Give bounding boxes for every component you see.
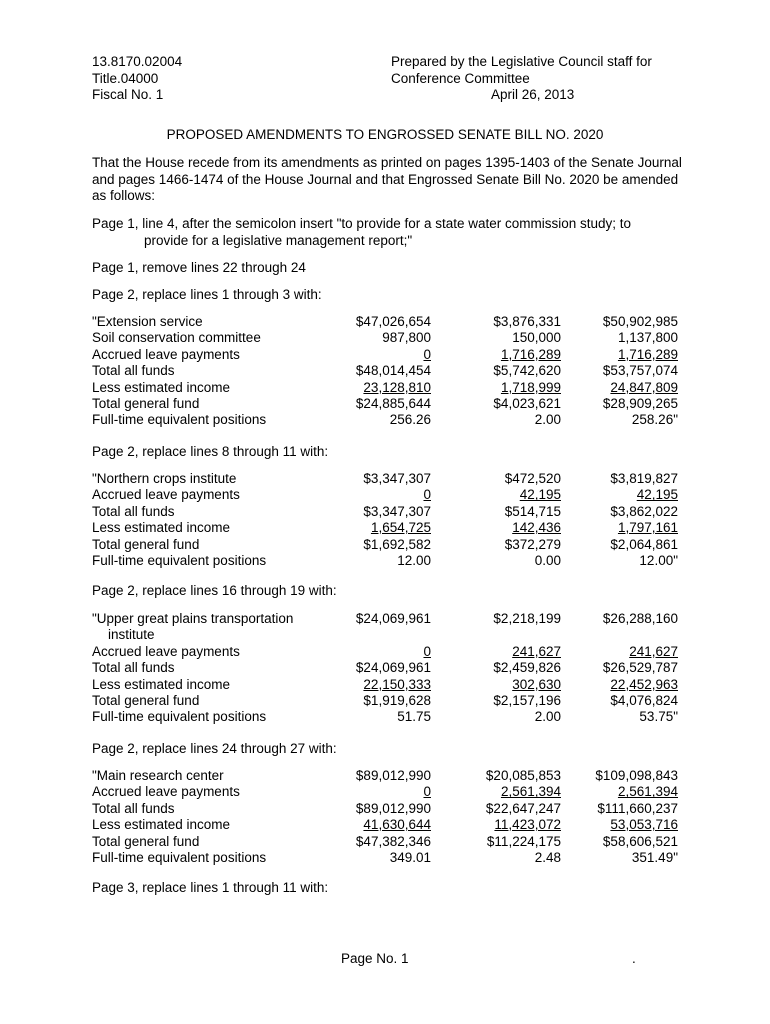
- table-row: [92, 850, 678, 866]
- table-row: [92, 487, 678, 503]
- total-amount: $4,076,824: [610, 693, 678, 709]
- preparer-line: Prepared by the Legislative Council staff for: [391, 54, 652, 69]
- total-amount-cell: [561, 834, 678, 850]
- base-level-amount: $48,014,454: [355, 363, 431, 379]
- total-amount-cell: [561, 784, 678, 800]
- adjustment-amount-cell: [431, 611, 561, 644]
- base-level-amount: 0: [423, 487, 431, 503]
- base-level-amount: $47,382,346: [355, 833, 431, 849]
- line-item-label: "Northern crops institute: [92, 471, 237, 486]
- table-row: [92, 380, 678, 396]
- line-item-label: Total general fund: [92, 536, 200, 552]
- table-row: [92, 768, 678, 784]
- line-item-label: Accrued leave payments: [92, 487, 240, 503]
- total-amount: 1,797,161: [617, 520, 678, 536]
- total-amount: $28,909,265: [602, 396, 678, 412]
- line-item-label-continuation: institute: [108, 627, 155, 643]
- line-item-label: Accrued leave payments: [92, 784, 240, 800]
- total-amount: 22,452,963: [610, 676, 678, 692]
- base-level-amount: 23,128,810: [363, 379, 431, 395]
- total-amount: $26,529,787: [602, 660, 678, 676]
- amendment-remove-lines: Page 1, remove lines 22 through 24: [92, 260, 306, 275]
- line-item-label: "Main research center: [92, 768, 224, 783]
- total-amount-cell: [561, 801, 678, 817]
- total-amount-cell: [561, 504, 678, 520]
- funding-table-transportation-institute: [92, 611, 678, 726]
- base-level-amount-cell: [342, 487, 431, 503]
- total-amount-cell: [561, 314, 678, 330]
- base-level-amount-cell: [342, 611, 431, 644]
- base-level-amount: $24,069,961: [355, 611, 431, 626]
- document-id-block: [92, 54, 182, 104]
- base-level-amount-cell: [342, 784, 431, 800]
- adjustment-amount-cell: [431, 709, 561, 725]
- line-item-label: Total all funds: [92, 800, 175, 816]
- table-row: [92, 817, 678, 833]
- base-level-amount-cell: [342, 693, 431, 709]
- table-row: [92, 784, 678, 800]
- line-item-label: Accrued leave payments: [92, 643, 240, 659]
- adjustment-amount-cell: [431, 768, 561, 784]
- base-level-amount: 256.26: [389, 412, 431, 428]
- adjustment-amount: 302,630: [512, 676, 561, 692]
- adjustment-amount: 2.00: [534, 412, 561, 428]
- total-amount: 12.00": [639, 553, 678, 569]
- intro-paragraph: That the House recede from its amendments as printed on pages 1395-1403 of the Senate Journal and pages 1466-1474 of the House Journal and that Engrossed Senate Bill No. 2020 be amended as follows:: [92, 155, 682, 203]
- adjustment-amount-cell: [431, 520, 561, 536]
- adjustment-amount: $472,520: [504, 471, 561, 486]
- adjustment-amount: 241,627: [512, 643, 561, 659]
- base-level-amount: $89,012,990: [355, 768, 431, 783]
- base-level-amount-cell: [342, 314, 431, 330]
- adjustment-amount: $3,876,331: [493, 314, 561, 329]
- total-amount: $2,064,861: [610, 536, 678, 552]
- adjustment-amount-cell: [431, 850, 561, 866]
- base-level-amount-cell: [342, 537, 431, 553]
- base-level-amount: 987,800: [382, 330, 431, 346]
- total-amount: 2,561,394: [617, 784, 678, 800]
- total-amount: $26,288,160: [602, 611, 678, 626]
- adjustment-amount-cell: [431, 347, 561, 363]
- base-level-amount-cell: [342, 330, 431, 346]
- adjustment-amount-cell: [431, 834, 561, 850]
- funding-table-extension-service: [92, 314, 678, 429]
- total-amount: $3,819,827: [610, 471, 678, 486]
- total-amount: 241,627: [629, 643, 678, 659]
- total-amount-cell: [561, 412, 678, 428]
- base-level-amount-cell: [342, 768, 431, 784]
- line-item-label: Total all funds: [92, 363, 175, 379]
- total-amount-cell: [561, 471, 678, 487]
- base-level-amount: $47,026,654: [355, 314, 431, 329]
- adjustment-amount: $2,459,826: [493, 660, 561, 676]
- total-amount-cell: [561, 347, 678, 363]
- table-row: [92, 709, 678, 725]
- adjustment-amount: $22,647,247: [485, 800, 561, 816]
- base-level-amount-cell: [342, 363, 431, 379]
- adjustment-amount-cell: [431, 660, 561, 676]
- base-level-amount-cell: [342, 850, 431, 866]
- adjustment-amount-cell: [431, 537, 561, 553]
- adjustment-amount: 1,718,999: [500, 379, 561, 395]
- line-item-label: [92, 611, 342, 644]
- table-row: [92, 611, 678, 644]
- amendment-water-study: [92, 216, 682, 249]
- adjustment-amount-cell: [431, 693, 561, 709]
- total-amount: $111,660,237: [597, 800, 678, 816]
- total-amount: $3,862,022: [610, 503, 678, 519]
- base-level-amount: $1,919,628: [363, 693, 431, 709]
- adjustment-amount-cell: [431, 396, 561, 412]
- adjustment-amount: 0.00: [534, 553, 561, 569]
- total-amount-cell: [561, 677, 678, 693]
- preparer-block: [391, 54, 652, 104]
- base-level-amount-cell: [342, 520, 431, 536]
- adjustment-amount-cell: [431, 380, 561, 396]
- adjustment-amount: $2,218,199: [493, 611, 561, 626]
- base-level-amount: 41,630,644: [363, 817, 431, 833]
- table-row: [92, 834, 678, 850]
- base-level-amount-cell: [342, 660, 431, 676]
- total-amount: 42,195: [636, 487, 678, 503]
- section-heading: Page 2, replace lines 1 through 3 with:: [92, 287, 322, 302]
- funding-table-main-research-center: [92, 768, 678, 866]
- bill-version-number: 13.8170.02004: [92, 54, 183, 69]
- table-row: [92, 801, 678, 817]
- adjustment-amount: 11,423,072: [494, 817, 561, 833]
- total-amount-cell: [561, 644, 678, 660]
- base-level-amount-cell: [342, 412, 431, 428]
- table-row: [92, 314, 678, 330]
- line-item-label: "Extension service: [92, 314, 203, 329]
- committee-line: Conference Committee: [391, 70, 530, 86]
- adjustment-amount-cell: [431, 363, 561, 379]
- table-row: [92, 644, 678, 660]
- total-amount-cell: [561, 709, 678, 725]
- base-level-amount-cell: [342, 347, 431, 363]
- total-amount-cell: [561, 363, 678, 379]
- base-level-amount-cell: [342, 677, 431, 693]
- base-level-amount: $1,692,582: [363, 536, 431, 552]
- base-level-amount: 51.75: [397, 709, 431, 725]
- table-row: [92, 347, 678, 363]
- base-level-amount: 0: [423, 643, 431, 659]
- base-level-amount-cell: [342, 801, 431, 817]
- footer-dot: .: [632, 951, 636, 966]
- total-amount: $58,606,521: [602, 833, 678, 849]
- adjustment-amount: $11,224,175: [486, 833, 561, 849]
- total-amount-cell: [561, 520, 678, 536]
- table-row: [92, 412, 678, 428]
- adjustment-amount: 1,716,289: [500, 346, 561, 362]
- line-item-label: Full-time equivalent positions: [92, 412, 267, 428]
- line-item-label: Less estimated income: [92, 676, 231, 692]
- total-amount: 24,847,809: [610, 379, 678, 395]
- total-amount: 53.75": [639, 709, 678, 725]
- total-amount: $53,757,074: [602, 363, 678, 379]
- total-amount-cell: [561, 380, 678, 396]
- total-amount: 53,053,716: [610, 817, 678, 833]
- base-level-amount-cell: [342, 504, 431, 520]
- base-level-amount: $89,012,990: [355, 800, 431, 816]
- base-level-amount-cell: [342, 396, 431, 412]
- adjustment-amount-cell: [431, 487, 561, 503]
- adjustment-amount: 150,000: [512, 330, 561, 346]
- line-item-label: Total all funds: [92, 660, 175, 676]
- base-level-amount: 349.01: [389, 850, 431, 866]
- adjustment-amount: $2,157,196: [493, 693, 561, 709]
- table-row: [92, 677, 678, 693]
- base-level-amount-cell: [342, 553, 431, 569]
- table-row: [92, 520, 678, 536]
- base-level-amount: $24,069,961: [355, 660, 431, 676]
- section-heading: Page 3, replace lines 1 through 11 with:: [92, 880, 329, 895]
- total-amount: 1,137,800: [617, 330, 678, 346]
- adjustment-amount-cell: [431, 677, 561, 693]
- total-amount-cell: [561, 693, 678, 709]
- adjustment-amount: $372,279: [504, 536, 561, 552]
- line-item-label: Soil conservation committee: [92, 330, 261, 346]
- adjustment-amount: 2,561,394: [500, 784, 561, 800]
- total-amount-cell: [561, 553, 678, 569]
- line-item-label: Total general fund: [92, 693, 200, 709]
- total-amount-cell: [561, 396, 678, 412]
- line-item-label: Total all funds: [92, 503, 175, 519]
- line-item-label: Full-time equivalent positions: [92, 553, 267, 569]
- adjustment-amount-cell: [431, 412, 561, 428]
- base-level-amount-cell: [342, 817, 431, 833]
- document-date: April 26, 2013: [491, 87, 575, 102]
- base-level-amount-cell: [342, 834, 431, 850]
- section-heading: Page 2, replace lines 8 through 11 with:: [92, 444, 329, 459]
- line-item-label: Less estimated income: [92, 817, 231, 833]
- base-level-amount-cell: [342, 380, 431, 396]
- base-level-amount: 22,150,333: [363, 676, 431, 692]
- adjustment-amount-cell: [431, 330, 561, 346]
- line-item-label: Full-time equivalent positions: [92, 850, 267, 866]
- total-amount: 258.26": [631, 412, 678, 428]
- base-level-amount-cell: [342, 471, 431, 487]
- base-level-amount: 1,654,725: [370, 520, 431, 536]
- line-item-label: Less estimated income: [92, 520, 231, 536]
- line-item-label: Accrued leave payments: [92, 346, 240, 362]
- section-heading: Page 2, replace lines 24 through 27 with:: [92, 741, 337, 756]
- adjustment-amount: $4,023,621: [493, 396, 561, 412]
- base-level-amount: 12.00: [397, 553, 431, 569]
- base-level-amount: 0: [423, 784, 431, 800]
- total-amount-cell: [561, 850, 678, 866]
- table-row: [92, 330, 678, 346]
- total-amount: $50,902,985: [602, 314, 678, 329]
- funding-table-northern-crops: [92, 471, 678, 569]
- adjustment-amount: $514,715: [504, 503, 561, 519]
- base-level-amount: $24,885,644: [355, 396, 431, 412]
- adjustment-amount: 2.00: [534, 709, 561, 725]
- adjustment-amount: $20,085,853: [485, 768, 561, 783]
- line-item-label-part: "Upper great plains transportation: [92, 611, 294, 626]
- adjustment-amount: $5,742,620: [493, 363, 561, 379]
- adjustment-amount-cell: [431, 801, 561, 817]
- fiscal-number: Fiscal No. 1: [92, 87, 164, 102]
- table-row: [92, 396, 678, 412]
- total-amount-cell: [561, 611, 678, 644]
- total-amount-cell: [561, 330, 678, 346]
- total-amount-cell: [561, 660, 678, 676]
- line-item-label: Full-time equivalent positions: [92, 709, 267, 725]
- table-row: [92, 471, 678, 487]
- document-title: PROPOSED AMENDMENTS TO ENGROSSED SENATE BILL NO. 2020: [166, 127, 604, 142]
- base-level-amount: 0: [423, 346, 431, 362]
- section-heading: Page 2, replace lines 16 through 19 with:: [92, 583, 337, 598]
- line-item-label: Total general fund: [92, 833, 200, 849]
- adjustment-amount-cell: [431, 471, 561, 487]
- adjustment-amount-cell: [431, 504, 561, 520]
- base-level-amount-cell: [342, 644, 431, 660]
- adjustment-amount: 142,436: [512, 520, 561, 536]
- total-amount-cell: [561, 537, 678, 553]
- amendment-line-2: provide for a legislative management report;": [144, 232, 413, 248]
- amendment-line-1: Page 1, line 4, after the semicolon insert "to provide for a state water commission study; to: [92, 216, 632, 231]
- table-row: [92, 660, 678, 676]
- base-level-amount: $3,347,307: [363, 471, 431, 486]
- table-row: [92, 504, 678, 520]
- line-item-label: Less estimated income: [92, 379, 231, 395]
- table-row: [92, 537, 678, 553]
- table-row: [92, 553, 678, 569]
- page-number: Page No. 1: [341, 951, 409, 966]
- total-amount: 351.49": [631, 850, 678, 866]
- title-number: Title.04000: [92, 70, 159, 86]
- base-level-amount: $3,347,307: [363, 503, 431, 519]
- adjustment-amount-cell: [431, 314, 561, 330]
- adjustment-amount: 2.48: [534, 850, 561, 866]
- adjustment-amount: 42,195: [519, 487, 561, 503]
- total-amount-cell: [561, 768, 678, 784]
- total-amount-cell: [561, 817, 678, 833]
- total-amount-cell: [561, 487, 678, 503]
- line-item-label: Total general fund: [92, 396, 200, 412]
- total-amount: $109,098,843: [595, 768, 678, 783]
- adjustment-amount-cell: [431, 784, 561, 800]
- adjustment-amount-cell: [431, 553, 561, 569]
- total-amount: 1,716,289: [617, 346, 678, 362]
- adjustment-amount-cell: [431, 644, 561, 660]
- table-row: [92, 363, 678, 379]
- adjustment-amount-cell: [431, 817, 561, 833]
- base-level-amount-cell: [342, 709, 431, 725]
- table-row: [92, 693, 678, 709]
